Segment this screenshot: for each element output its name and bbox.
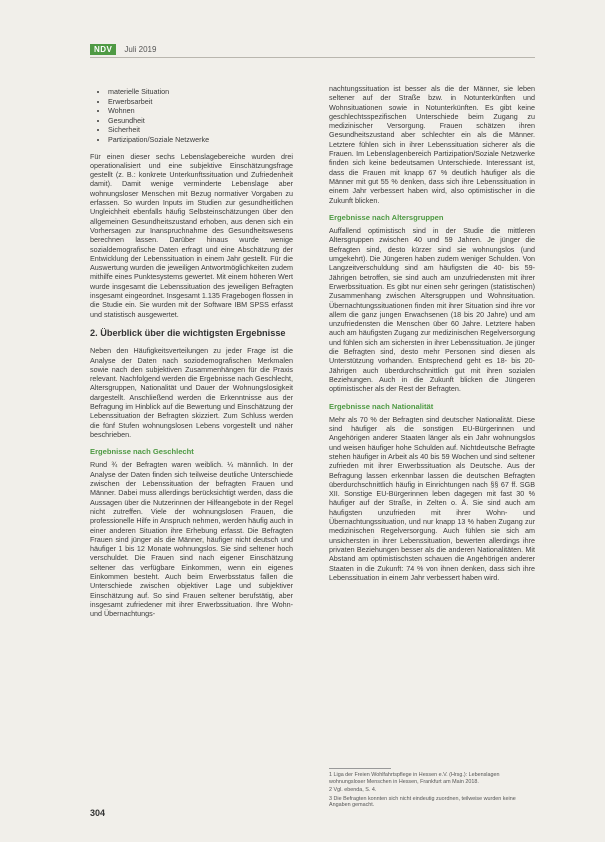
section-heading: 2. Überblick über die wichtigsten Ergebnisse (90, 327, 286, 338)
paragraph: Rund ¾ der Befragten waren weiblich. ¼ männlich. In der Analyse der Daten finden sich teilweise deutliche Unterschiede zwischen der Lebenssituation der befragten Frauen und Männer. Dabei muss allerdings berücksichtigt werden, dass die Aussagen über die Nutzerinnen der Hilfeangebote in der Regel nicht zutreffen. Viele der wohnungslosen Frauen, die professionelle Hilfe in Anspruch nehmen, werden häufig auch in einer anderen Situation ihre Erhebung erfasst. Die Befragten Frauen sind jünger als die Männer, häufiger nicht deutsch und häufiger 1 bis 12 Monate wohnungslos. Sie sind seltener hoch verschuldet. Die Frauen sind nach eigener Einschätzung seltener das verfügbare Einkommen, wenn ein eigenes Einkommen besteht. Auch beim Erwerbsstatus fallen die Unterschiede zwischen objektiver Lage und subjektiver Einschätzung auf. So sind Frauen seltener berufstätig, aber insgesamt zufriedener mit ihrer Erwerbssituation. Ihre Wohn- und Übernachtungs- (90, 460, 293, 619)
paragraph: Auffallend optimistisch sind in der Studie die mittleren Altersgruppen zwischen 40 und 59 Jahren. Je jünger die Befragten sind, desto kürzer sind sie wohnungslos (und umgekehrt). Die Jüngeren haben zudem weniger Schulden. Von Langzeitverschuldung sind am häufigsten die 40- bis 59-Jährigen betroffen, sie sind auch am unzufriedensten mit ihrer Erwerbssituation. Es gibt nur einen sehr geringen (statistischen) Zusammenhang zwischen Altersgruppen und Wohnsituation. Übernachtungssituationen finden mit ihrer Situation sind ihre vor allem die ganz jungen Erwachsenen (18 bis 20 Jahre) und am unzufriedensten die Menschen über 60 Jahre. Letztere haben auch am häufigsten Zugang zur medizinischen Regelversorgung und fühlen sich am sichersten in ihrer Lebenssituation. Je jünger die Befragten sind, desto mehr Personen sind diesen als Unterstützung vorhanden. Entsprechend geht es 18- bis 20-Jährigen auch überdurchschnittlich gut mit ihren sozialen Beziehungen. Auch in die Zukunft blicken die Jüngeren optimistischer als der Rest der Befragten. (329, 226, 535, 394)
list-item: • materielle Situation (108, 87, 293, 97)
subheading-nationalitaet: Ergebnisse nach Nationalität (329, 401, 434, 411)
page-number: 304 (90, 808, 106, 818)
paragraph: Für einen dieser sechs Lebenslagebereiche wurden drei operationalisiert und eine subjektive Einschätzungsfrage gestellt (z. B.: konkrete Unterkunftssituation und Zufriedenheit damit). Damit wenige verminderte Lebenslage aber wohnungsloser Menschen mit Bezug normativer Vorgaben zu erfassen. So wurden Inputs im Studien zur gesundheitlichen Ungleichheit ebenfalls häufig Selbsteinschätzungen über den allgemeinen Gesundheitszustand erhoben, aus denen sich ein Vorhersagen zur Inanspruchnahme des Gesundheitswesens berechnen lassen. Darüber hinaus wurde wenige sozialdemografische Daten erfragt und eine Abschätzung der Entwicklung der Lebenssituation in einem Jahr gestellt. Für die Auswertung wurden die jeweiligen Antwortmöglichkeiten zudem mithilfe eines Punktesystems gewertet. Mit einem höheren Wert wurde insgesamt die Lebenssituation des jeweiligen Befragten insgesamt eingeordnet. Insgesamt 1.135 Fragebogen flossen in die Studie ein. Sie wurden mit der Software IBM SPSS erfasst und statistisch ausgewertet. (90, 151, 293, 319)
left-column (90, 84, 293, 626)
list-item: • Sicherheit (108, 125, 293, 135)
subheading-altersgruppen: Ergebnisse nach Altersgruppen (329, 212, 444, 222)
list-item: • Partizipation/Soziale Netzwerke (108, 135, 293, 145)
paragraph: nachtungssituation ist besser als die der Männer, sie leben seltener auf der Straße bzw. in Notunterkünften und Wohnsituationen sowie in Notunterkünften. Es gibt keine geschlechtsspezifischen Unterschiede beim Zugang zu medizinischer Versorgung. Frauen schätzen ihren Gesundheitszustand aber schlechter ein als die Männer. Letztere fühlen sich in ihrer Lebenssituation sicherer als die Frauen. Im Lebenslagenbereich Partizipation/Soziale Netzwerke finden sich keine bedeutsamen Unterschiede. Interessant ist, dass die Frauen mit knapp 67 % deutlich häufiger als die Männer mit gut 55 % denken, dass sich ihre Lebenssituation in einem Jahr verbessert haben wird, also optimistischer in die Zukunft blicken. (329, 84, 535, 205)
list-item: • Wohnen (108, 106, 293, 116)
page-header (90, 44, 156, 55)
issue-date: Juli 2019 (124, 45, 157, 54)
footnote: 2 Vgl. ebenda, S. 4. (329, 787, 377, 794)
footnote-rule (329, 768, 391, 769)
subheading-geschlecht: Ergebnisse nach Geschlecht (90, 447, 194, 457)
header-rule (90, 57, 535, 58)
list-item: • Erwerbsarbeit (108, 97, 293, 107)
paragraph: Neben den Häufigkeitsverteilungen zu jeder Frage ist die Analyse der Daten nach soziodemografischen Merkmalen sowie nach den subjektiven Zusammenhängen für die Praxis relevant. Nachfolgend werden die Ergebnisse nach Geschlecht, Altersgruppen, Nationalität und Dauer der Wohnungslosigkeit dargestellt. Anschließend werden die Erkenntnisse aus der Befragung im Hinblick auf die Bewertung und Einschätzung der Lebenssituation der Befragten skizziert. Zum Schluss werden die fünf Stufen wohnungslosen Lebens vorgestellt und näher beschrieben. (90, 346, 293, 439)
paragraph: Mehr als 70 % der Befragten sind deutscher Nationalität. Diese sind häufiger als die sonstigen EU-Bürgerinnen und Angehörigen anderer Staaten länger als ein Jahr wohnungslos und weisen häufiger hohe Schulden auf. Nichtdeutsche Befragte stehen häufiger in Arbeit als 40 bis 59 Wochen und sind seltener zufrieden mit ihrer Erwerbssituation als Deutsche. Aus der Befragung lassen erkennbar lassen die deutschen Befragten überdurchschnittlich häufig in Einrichtungen nach §§ 67 ff. SGB XII. Sonstige EU-Bürgerinnen leben dagegen mit fast 30 % häufiger auf der Straße, in Zelten o. Ä. Sie sind auch am häufigsten unzufrieden mit ihrer Wohn- und Übernachtungssituation, und nur knapp 13 % haben Zugang zur medizinischen Regelversorgung. Auch fühlen sie sich am unsichersten in ihrer Lebenssituation, bewerten allerdings ihre privaten Beziehungen besser als die anderen Nationalitäten. Mit Abstand am optimistischsten schauen die Angehörigen anderer Staaten in die Zukunft: 74 % von ihnen denken, dass sich ihre Lebenssituation in einem Jahr verbessert haben wird. (329, 414, 535, 582)
list-item: • Gesundheit (108, 116, 293, 126)
footnote: 3 Die Befragten konnten sich nicht eindeutig zuordnen, teilweise wurden keine Angaben gemacht. (329, 795, 516, 809)
footnote: 1 Liga der Freien Wohlfahrtspflege in Hessen e.V. (Hrsg.): Lebenslagen wohnungsloser Menschen in Hessen, Frankfurt am Main 2018. (329, 772, 500, 785)
journal-badge: NDV (90, 44, 116, 55)
lebenslage-list (90, 87, 293, 145)
right-column (329, 84, 535, 589)
footnotes (329, 768, 535, 811)
